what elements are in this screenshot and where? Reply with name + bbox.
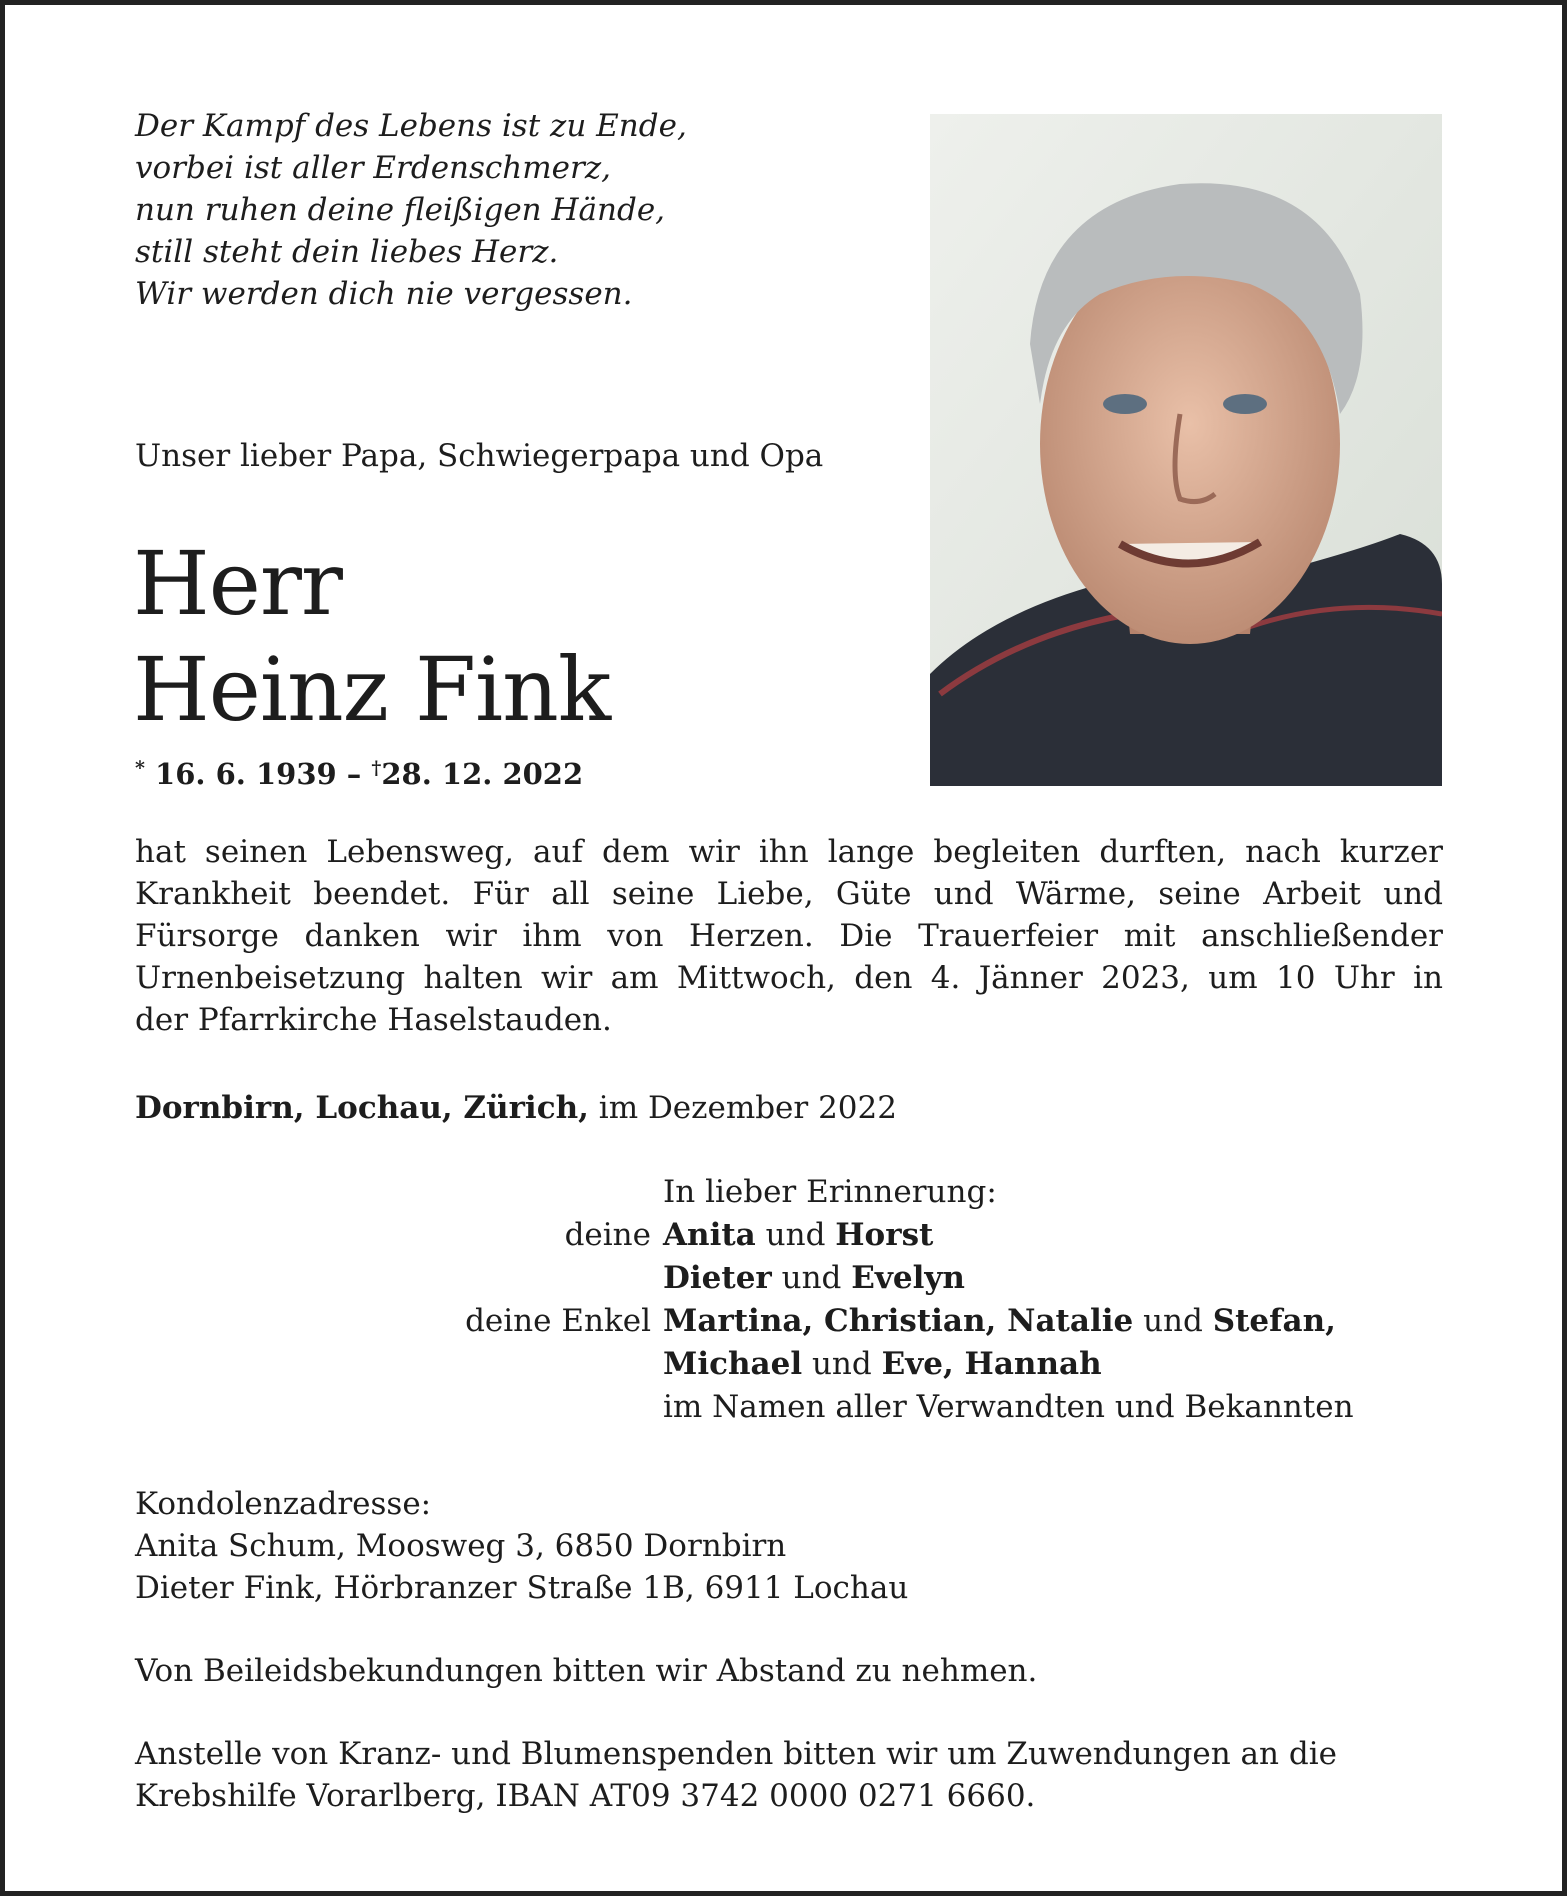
- grandchildren-names: [663, 1343, 1455, 1386]
- mourner-name: Evelyn: [851, 1260, 965, 1296]
- place-date-line: [135, 1090, 897, 1126]
- memorial-poem: [135, 105, 895, 315]
- condolence-heading: Kondolenzadresse:: [135, 1486, 432, 1522]
- condolence-note: Von Beileidsbekundungen bitten wir Abstand zu nehmen.: [135, 1653, 1038, 1689]
- portrait-photo-icon: [930, 114, 1442, 786]
- announcement-text: [135, 831, 1443, 1041]
- poem-line: Wir werden dich nie vergessen.: [135, 276, 633, 312]
- grandchildren-label: deine Enkel: [465, 1303, 651, 1339]
- mourner-name: Horst: [835, 1217, 934, 1253]
- mourner-name: Eve, Hannah: [881, 1346, 1102, 1382]
- place-date: im Dezember 2022: [588, 1090, 897, 1126]
- mourner-name: Dieter: [663, 1260, 772, 1296]
- body-line: hat seinen Lebensweg, auf dem wir ihn lange begleiten durften, nach kurzer: [135, 834, 1443, 870]
- mourner-names: [663, 1257, 1455, 1300]
- intro-line: Unser lieber Papa, Schwiegerpapa und Opa: [135, 438, 824, 474]
- name-title: Herr: [133, 532, 342, 635]
- donation-line: Krebshilfe Vorarlberg, IBAN AT09 3742 0000 0271 6660.: [135, 1778, 1036, 1814]
- life-dates: [135, 757, 583, 791]
- poem-line: vorbei ist aller Erdenschmerz,: [135, 150, 612, 186]
- mourners-list: [135, 1171, 1455, 1429]
- poem-line: nun ruhen deine fleißigen Hände,: [135, 192, 666, 228]
- mourners-closing: im Namen aller Verwandten und Bekannten: [663, 1389, 1354, 1425]
- birth-date: 16. 6. 1939: [155, 757, 337, 791]
- poem-line: Der Kampf des Lebens ist zu Ende,: [135, 108, 687, 144]
- place-locations: Dornbirn, Lochau, Zürich,: [135, 1090, 589, 1126]
- condolence-address: [135, 1483, 908, 1609]
- name-full: Heinz Fink: [133, 638, 611, 741]
- body-line: Fürsorge danken wir ihm von Herzen. Die Trauerfeier mit anschließender: [135, 918, 1443, 954]
- death-symbol: †: [371, 757, 382, 779]
- mourner-name: Michael: [663, 1346, 803, 1382]
- birth-symbol: *: [135, 757, 145, 779]
- mourner-label: deine: [564, 1217, 651, 1253]
- mourner-name: Martina, Christian, Natalie: [663, 1303, 1134, 1339]
- donation-line: Anstelle von Kranz- und Blumenspenden bitten wir um Zuwendungen an die: [135, 1736, 1337, 1772]
- mourners-heading: In lieber Erinnerung:: [663, 1174, 997, 1210]
- body-line: Urnenbeisetzung halten wir am Mittwoch, den 4. Jänner 2023, um 10 Uhr in: [135, 960, 1443, 996]
- deceased-name: [133, 531, 610, 743]
- grandchildren-names: [663, 1300, 1455, 1343]
- conjunction: und: [755, 1217, 836, 1253]
- mourner-name: Anita: [663, 1217, 756, 1253]
- donation-note: [135, 1733, 1337, 1817]
- conjunction: und: [802, 1346, 882, 1382]
- mourner-name: Stefan,: [1212, 1303, 1336, 1339]
- body-line: der Pfarrkirche Haselstauden.: [135, 1002, 612, 1038]
- death-date: 28. 12. 2022: [381, 757, 584, 791]
- condolence-address-line: Dieter Fink, Hörbranzer Straße 1B, 6911 Lochau: [135, 1570, 909, 1606]
- date-dash: –: [346, 757, 362, 791]
- poem-line: still steht dein liebes Herz.: [135, 234, 559, 270]
- body-line: Krankheit beendet. Für all seine Liebe, Güte und Wärme, seine Arbeit und: [135, 876, 1443, 912]
- conjunction: und: [771, 1260, 852, 1296]
- portrait-photo: [930, 114, 1442, 786]
- mourner-names: [663, 1214, 1455, 1257]
- conjunction: und: [1133, 1303, 1213, 1339]
- condolence-address-line: Anita Schum, Moosweg 3, 6850 Dornbirn: [135, 1528, 787, 1564]
